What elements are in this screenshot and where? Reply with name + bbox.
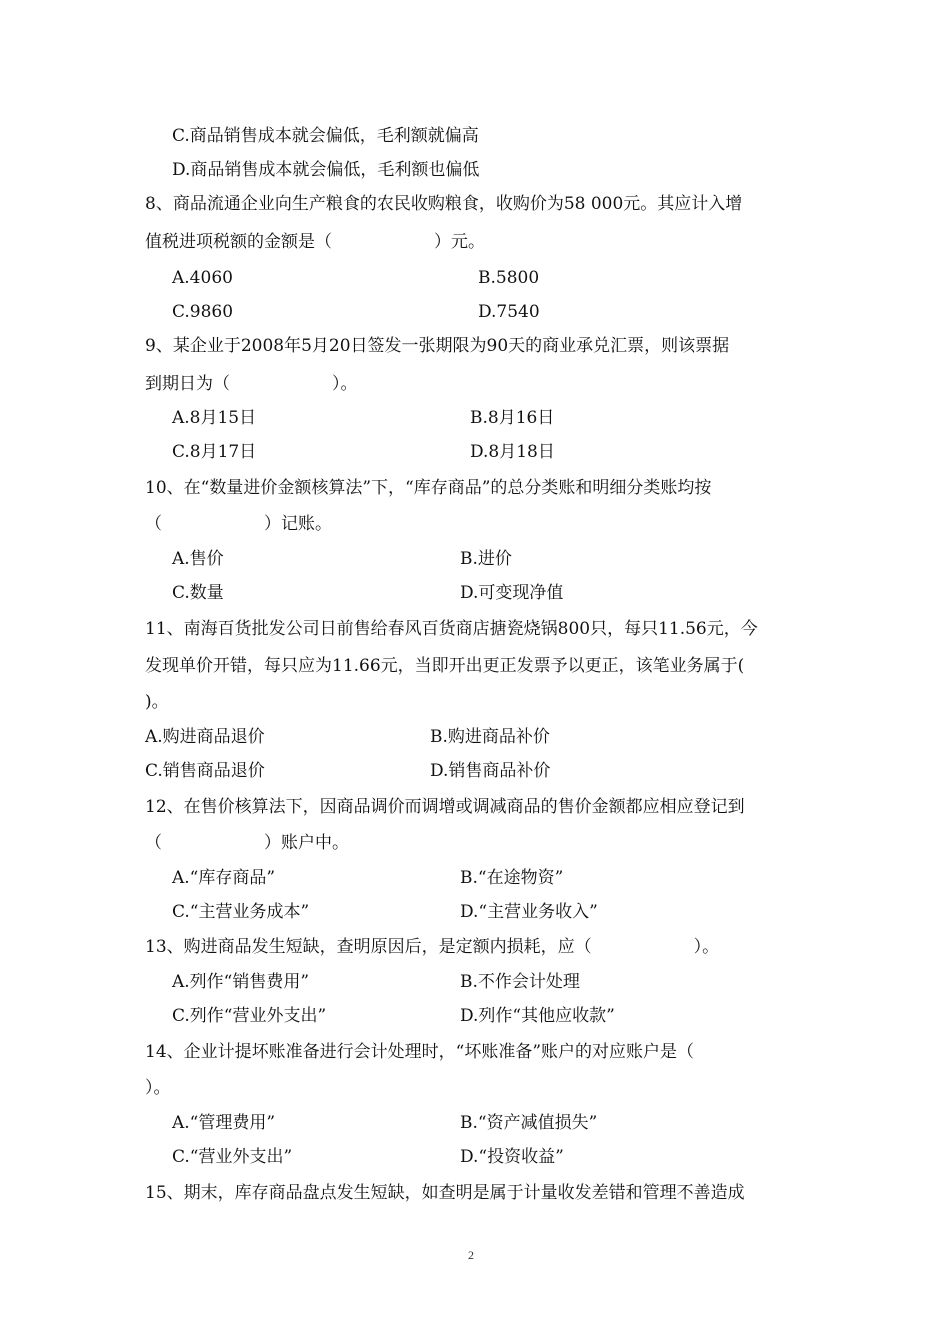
q10-option-a: A.售价 <box>172 549 224 569</box>
q9-option-c: C.8月17日 <box>172 442 257 462</box>
q12-option-b: B.“在途物资” <box>460 868 564 888</box>
q11-option-d: D.销售商品补价 <box>430 761 551 781</box>
q14-option-d: D.“投资收益” <box>460 1147 564 1167</box>
q8-option-c: C.9860 <box>172 302 234 322</box>
q9-option-b: B.8月16日 <box>470 408 555 428</box>
q10-option-d: D.可变现净值 <box>460 583 564 603</box>
q11-stem-line-3: )。 <box>145 692 169 712</box>
page-number: 2 <box>468 1248 474 1262</box>
q12-stem-line-1: 12、在售价核算法下，因商品调价而调增或调减商品的售价金额都应相应登记到 <box>145 797 745 817</box>
q8-option-a: A.4060 <box>172 268 233 288</box>
q12-option-d: D.“主营业务收入” <box>460 902 598 922</box>
q13-option-b: B.不作会计处理 <box>460 972 580 992</box>
q13-option-d: D.列作“其他应收款” <box>460 1006 615 1026</box>
q12-stem-line-2: （ ）账户中。 <box>145 833 349 853</box>
q13-option-a: A.列作“销售费用” <box>172 972 310 992</box>
q11-option-a: A.购进商品退价 <box>145 727 265 747</box>
q14-option-c: C.“营业外支出” <box>172 1147 293 1167</box>
q10-option-b: B.进价 <box>460 549 512 569</box>
q9-option-d: D.8月18日 <box>470 442 555 462</box>
q8-option-b: B.5800 <box>478 268 540 288</box>
q11-option-b: B.购进商品补价 <box>430 727 550 747</box>
q9-stem-line-1: 9、某企业于2008年5月20日签发一张期限为90天的商业承兑汇票，则该票据 <box>145 336 730 356</box>
q11-stem-line-2: 发现单价开错，每只应为11.66元，当即开出更正发票予以更正，该笔业务属于( <box>145 656 745 676</box>
q8-option-d: D.7540 <box>478 302 540 322</box>
q11-option-c: C.销售商品退价 <box>145 761 265 781</box>
q13-option-c: C.列作“营业外支出” <box>172 1006 327 1026</box>
q10-stem-line-2: （ ）记账。 <box>145 514 332 534</box>
q9-stem-line-2: 到期日为（ ）。 <box>145 374 358 394</box>
q12-option-c: C.“主营业务成本” <box>172 902 310 922</box>
q7-option-c: C.商品销售成本就会偏低，毛利额就偏高 <box>172 126 479 146</box>
q11-stem-line-1: 11、南海百货批发公司日前售给春风百货商店搪瓷烧锅800只，每只11.56元，今 <box>145 619 758 639</box>
q9-option-a: A.8月15日 <box>172 408 257 428</box>
q12-option-a: A.“库存商品” <box>172 868 276 888</box>
q15-stem-line-1: 15、期末，库存商品盘点发生短缺，如查明是属于计量收发差错和管理不善造成 <box>145 1183 745 1203</box>
q10-stem-line-1: 10、在“数量进价金额核算法”下，“库存商品”的总分类账和明细分类账均按 <box>145 478 712 498</box>
q8-stem-line-2: 值税进项税额的金额是（ ）元。 <box>145 232 485 252</box>
q14-stem-line-1: 14、企业计提坏账准备进行会计处理时，“坏账准备”账户的对应账户是（ <box>145 1042 695 1062</box>
q7-option-d: D.商品销售成本就会偏低，毛利额也偏低 <box>172 160 480 180</box>
q14-option-b: B.“资产减值损失” <box>460 1113 598 1133</box>
q14-option-a: A.“管理费用” <box>172 1113 276 1133</box>
q10-option-c: C.数量 <box>172 583 224 603</box>
q8-stem-line-1: 8、商品流通企业向生产粮食的农民收购粮食，收购价为58 000元。其应计入增 <box>145 194 743 214</box>
q14-stem-line-2: ）。 <box>145 1078 171 1098</box>
q13-stem: 13、购进商品发生短缺，查明原因后，是定额内损耗，应（ ）。 <box>145 937 720 957</box>
